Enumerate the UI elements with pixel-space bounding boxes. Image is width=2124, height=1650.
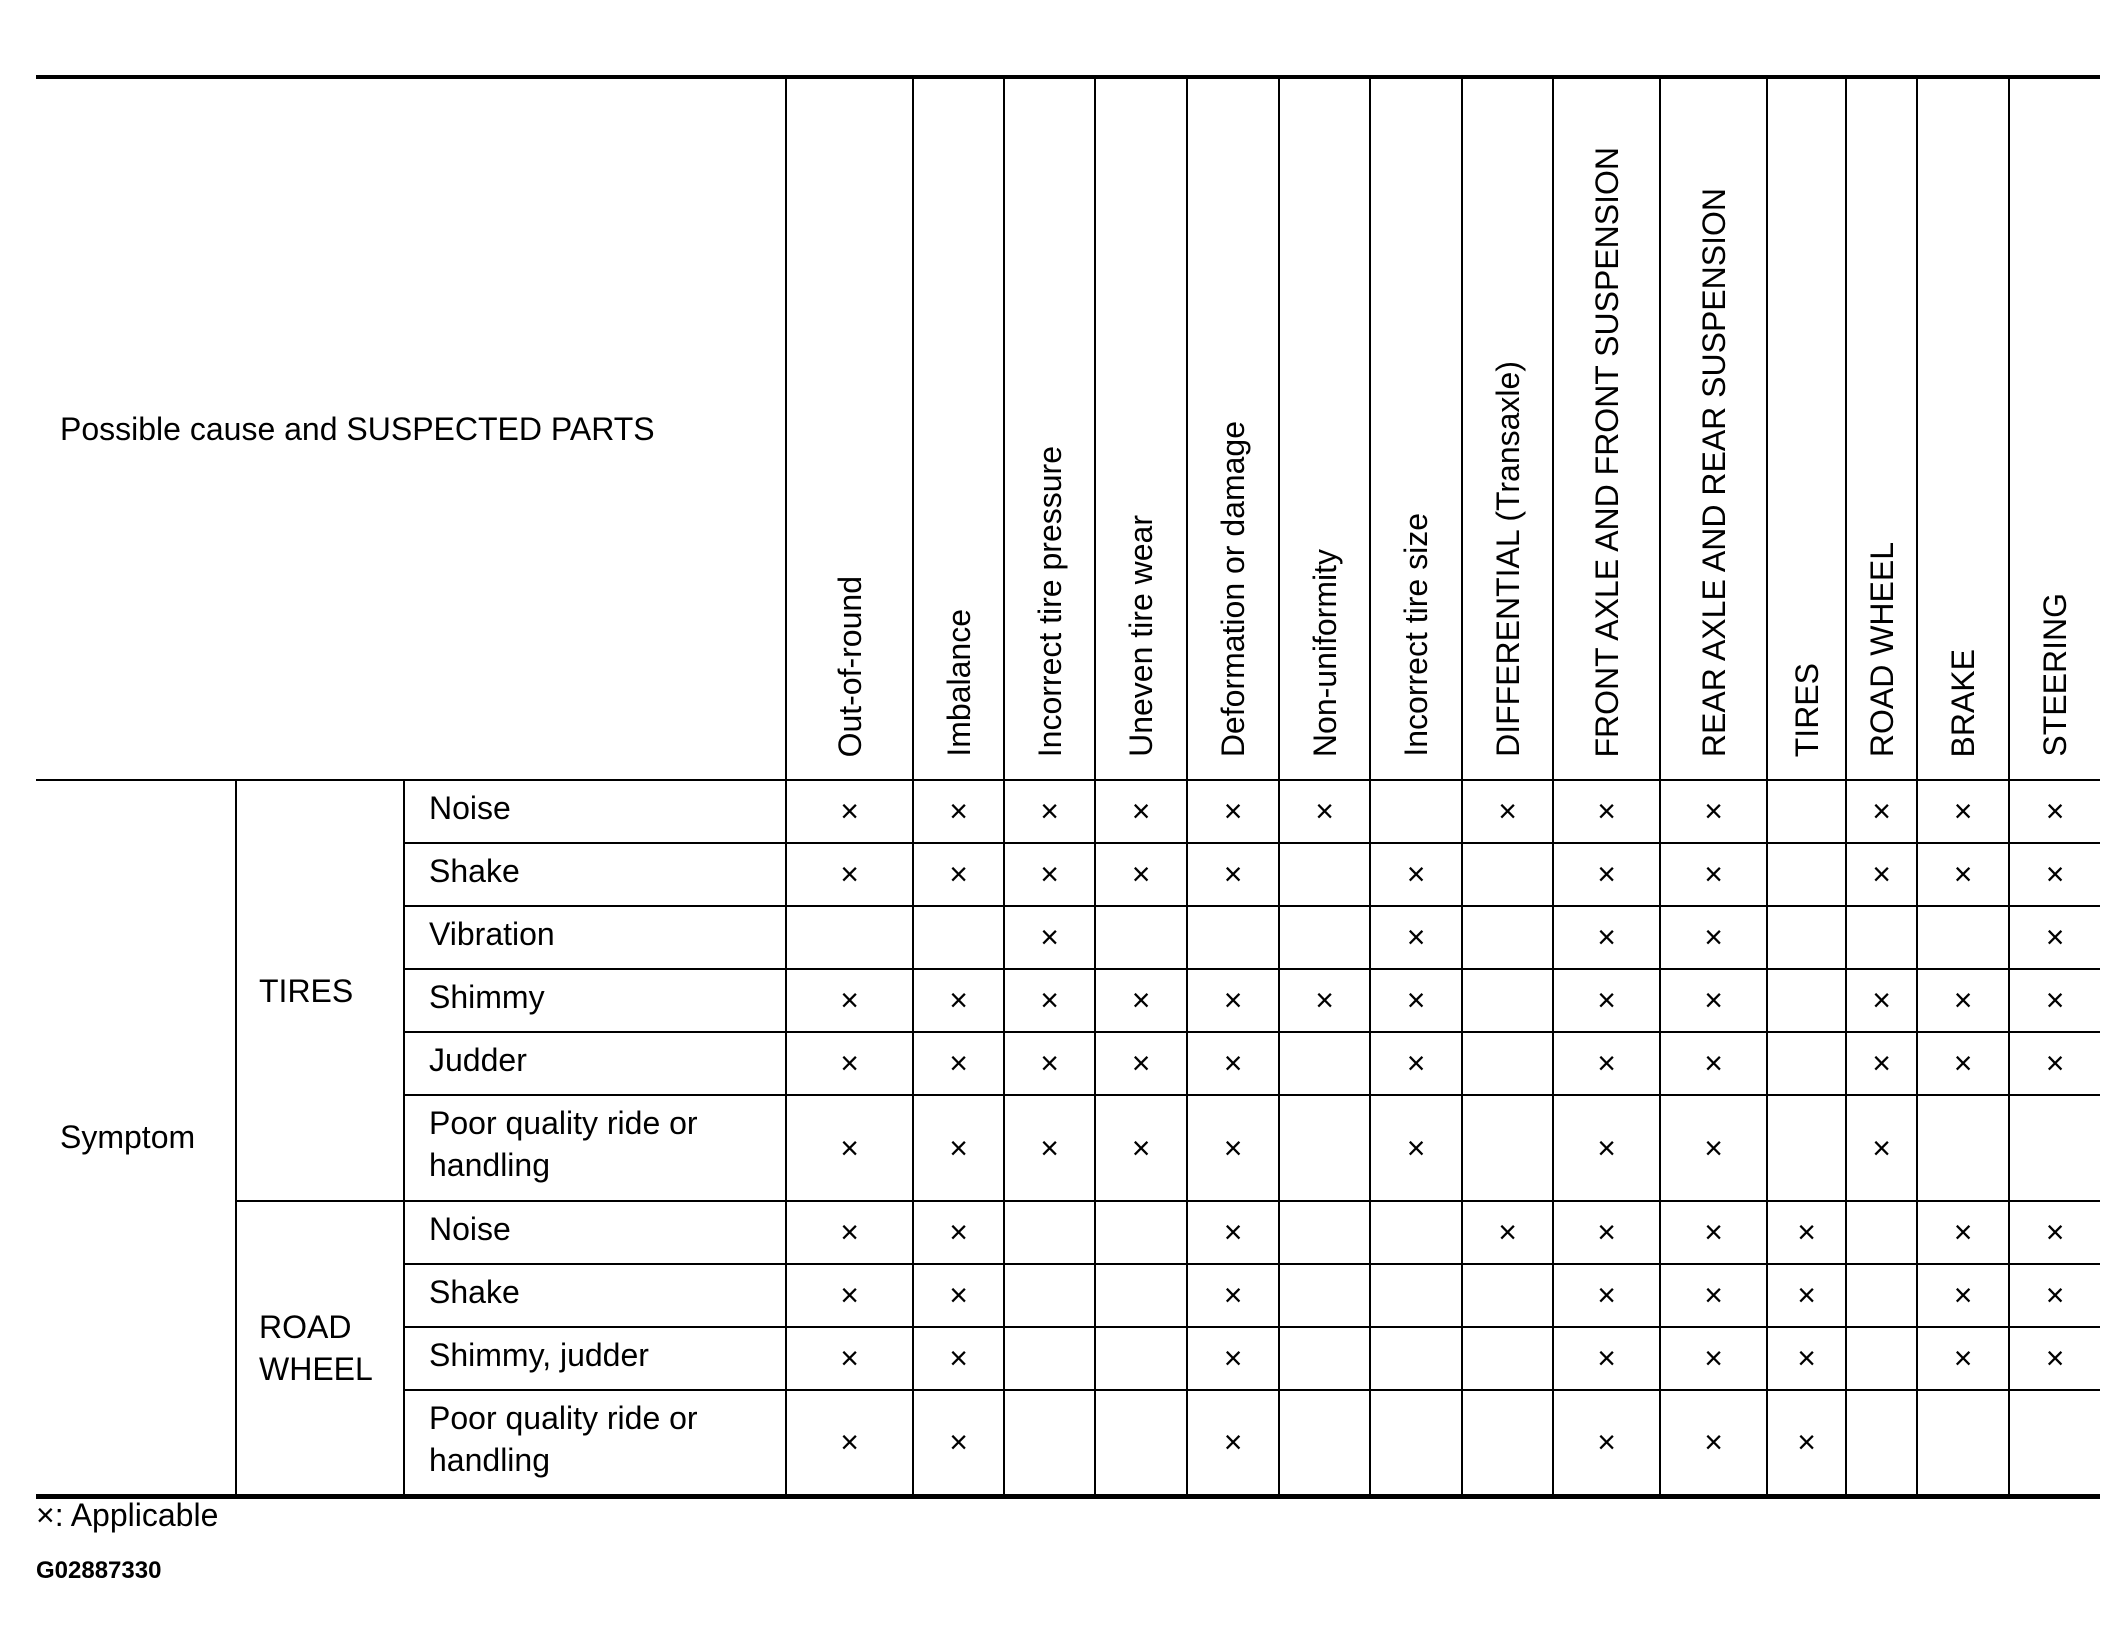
applicable-mark: × bbox=[1917, 1032, 2009, 1095]
column-header bbox=[1370, 77, 1462, 780]
applicable-mark: × bbox=[1187, 1095, 1279, 1201]
applicable-mark: × bbox=[1917, 1264, 2009, 1327]
applicable-mark: × bbox=[1462, 1201, 1553, 1264]
applicable-mark: × bbox=[786, 1264, 913, 1327]
applicable-mark: × bbox=[1660, 780, 1767, 843]
empty-cell bbox=[1370, 1201, 1462, 1264]
applicable-mark: × bbox=[786, 780, 913, 843]
empty-cell bbox=[1095, 1264, 1187, 1327]
applicable-mark: × bbox=[1917, 1327, 2009, 1390]
applicable-mark: × bbox=[1004, 906, 1095, 969]
column-header-label: DIFFERENTIAL (Transaxle) bbox=[1489, 361, 1526, 757]
applicable-mark: × bbox=[786, 1032, 913, 1095]
empty-cell bbox=[1279, 906, 1370, 969]
figure-code: G02887330 bbox=[36, 1557, 162, 1584]
applicable-mark: × bbox=[1187, 969, 1279, 1032]
empty-cell bbox=[1370, 780, 1462, 843]
matrix-body bbox=[36, 780, 2100, 1496]
applicable-mark: × bbox=[1370, 1032, 1462, 1095]
applicable-mark: × bbox=[1660, 969, 1767, 1032]
empty-cell bbox=[1462, 906, 1553, 969]
empty-cell bbox=[1279, 1032, 1370, 1095]
empty-cell bbox=[1767, 1032, 1846, 1095]
empty-cell bbox=[1767, 780, 1846, 843]
empty-cell bbox=[1462, 1095, 1553, 1201]
applicable-mark: × bbox=[913, 1095, 1004, 1201]
condition-label: Noise bbox=[404, 780, 786, 843]
applicable-mark: × bbox=[913, 843, 1004, 906]
empty-cell bbox=[1004, 1264, 1095, 1327]
applicable-mark: × bbox=[1660, 1327, 1767, 1390]
empty-cell bbox=[1370, 1327, 1462, 1390]
column-header-label: BRAKE bbox=[1945, 648, 1982, 757]
applicable-mark: × bbox=[1279, 969, 1370, 1032]
applicable-mark: × bbox=[1004, 969, 1095, 1032]
empty-cell bbox=[1917, 906, 2009, 969]
applicable-mark: × bbox=[1004, 843, 1095, 906]
empty-cell bbox=[1767, 843, 1846, 906]
applicable-mark: × bbox=[1187, 1264, 1279, 1327]
applicable-mark: × bbox=[913, 1264, 1004, 1327]
column-header bbox=[1846, 77, 1917, 780]
column-header-label: Out-of-round bbox=[831, 575, 868, 757]
applicable-mark: × bbox=[2009, 969, 2100, 1032]
empty-cell bbox=[1187, 906, 1279, 969]
symptom-label: Symptom bbox=[36, 780, 236, 1496]
empty-cell bbox=[1917, 1095, 2009, 1201]
applicable-mark: × bbox=[1660, 906, 1767, 969]
applicable-mark: × bbox=[1004, 780, 1095, 843]
applicable-mark: × bbox=[1767, 1327, 1846, 1390]
column-header-label: STEERING bbox=[2037, 593, 2074, 757]
applicable-mark: × bbox=[1553, 1201, 1660, 1264]
applicable-mark: × bbox=[1553, 1327, 1660, 1390]
empty-cell bbox=[1846, 1327, 1917, 1390]
empty-cell bbox=[1462, 969, 1553, 1032]
empty-cell bbox=[1767, 969, 1846, 1032]
applicable-mark: × bbox=[913, 1390, 1004, 1496]
applicable-mark: × bbox=[2009, 1032, 2100, 1095]
column-header bbox=[2009, 77, 2100, 780]
applicable-mark: × bbox=[1660, 1095, 1767, 1201]
empty-cell bbox=[1095, 1201, 1187, 1264]
applicable-mark: × bbox=[1846, 1032, 1917, 1095]
applicable-mark: × bbox=[1187, 1201, 1279, 1264]
condition-label: Shake bbox=[404, 843, 786, 906]
applicable-mark: × bbox=[1660, 1264, 1767, 1327]
empty-cell bbox=[1767, 906, 1846, 969]
empty-cell bbox=[1095, 1390, 1187, 1496]
column-header-label: Imbalance bbox=[940, 609, 977, 757]
applicable-mark: × bbox=[1553, 780, 1660, 843]
applicable-mark: × bbox=[1553, 969, 1660, 1032]
applicable-mark: × bbox=[2009, 780, 2100, 843]
empty-cell bbox=[1846, 906, 1917, 969]
applicable-mark: × bbox=[1767, 1390, 1846, 1496]
column-header bbox=[1553, 77, 1660, 780]
applicable-mark: × bbox=[786, 1201, 913, 1264]
applicable-mark: × bbox=[2009, 1327, 2100, 1390]
applicable-mark: × bbox=[1095, 843, 1187, 906]
applicable-mark: × bbox=[2009, 843, 2100, 906]
applicable-mark: × bbox=[1187, 843, 1279, 906]
empty-cell bbox=[1767, 1095, 1846, 1201]
applicable-mark: × bbox=[786, 843, 913, 906]
applicable-mark: × bbox=[1660, 1390, 1767, 1496]
empty-cell bbox=[1095, 906, 1187, 969]
column-header-label: ROAD WHEEL bbox=[1863, 541, 1900, 757]
condition-label: Shake bbox=[404, 1264, 786, 1327]
applicable-mark: × bbox=[1846, 843, 1917, 906]
applicable-mark: × bbox=[1767, 1264, 1846, 1327]
column-header bbox=[1004, 77, 1095, 780]
applicable-mark: × bbox=[1370, 843, 1462, 906]
condition-label: Vibration bbox=[404, 906, 786, 969]
applicable-mark: × bbox=[1553, 843, 1660, 906]
empty-cell bbox=[1462, 1032, 1553, 1095]
applicable-mark: × bbox=[913, 969, 1004, 1032]
header-row bbox=[36, 77, 2100, 780]
applicable-mark: × bbox=[1846, 1095, 1917, 1201]
empty-cell bbox=[1917, 1390, 2009, 1496]
group-label: ROAD WHEEL bbox=[236, 1201, 404, 1496]
empty-cell bbox=[1279, 1201, 1370, 1264]
applicable-mark: × bbox=[1370, 1095, 1462, 1201]
applicable-mark: × bbox=[1660, 1032, 1767, 1095]
column-header bbox=[1660, 77, 1767, 780]
empty-cell bbox=[1846, 1390, 1917, 1496]
applicable-mark: × bbox=[786, 969, 913, 1032]
legend: ×: Applicable bbox=[36, 1497, 219, 1533]
column-header-label: Incorrect tire size bbox=[1398, 513, 1435, 757]
empty-cell bbox=[1004, 1390, 1095, 1496]
empty-cell bbox=[1462, 843, 1553, 906]
empty-cell bbox=[1846, 1201, 1917, 1264]
condition-label: Poor quality ride or handling bbox=[404, 1390, 786, 1496]
group-label: TIRES bbox=[236, 780, 404, 1201]
empty-cell bbox=[1370, 1390, 1462, 1496]
column-header-label: Deformation or damage bbox=[1215, 420, 1252, 757]
empty-cell bbox=[1004, 1327, 1095, 1390]
applicable-mark: × bbox=[1187, 1032, 1279, 1095]
applicable-mark: × bbox=[1279, 780, 1370, 843]
diagnosis-matrix bbox=[36, 75, 2100, 1499]
applicable-mark: × bbox=[1917, 780, 2009, 843]
applicable-mark: × bbox=[1187, 1390, 1279, 1496]
applicable-mark: × bbox=[786, 1095, 913, 1201]
column-header-label: TIRES bbox=[1788, 662, 1825, 757]
applicable-mark: × bbox=[1660, 1201, 1767, 1264]
column-header-label: Uneven tire wear bbox=[1123, 515, 1160, 757]
empty-cell bbox=[2009, 1390, 2100, 1496]
applicable-mark: × bbox=[2009, 906, 2100, 969]
condition-label: Shimmy, judder bbox=[404, 1327, 786, 1390]
condition-label: Poor quality ride or handling bbox=[404, 1095, 786, 1201]
applicable-mark: × bbox=[1917, 1201, 2009, 1264]
column-header bbox=[1917, 77, 2009, 780]
applicable-mark: × bbox=[913, 1032, 1004, 1095]
column-header-label: Non-uniformity bbox=[1306, 548, 1343, 757]
applicable-mark: × bbox=[1095, 969, 1187, 1032]
condition-label: Shimmy bbox=[404, 969, 786, 1032]
column-header bbox=[1187, 77, 1279, 780]
applicable-mark: × bbox=[1370, 906, 1462, 969]
applicable-mark: × bbox=[1004, 1095, 1095, 1201]
empty-cell bbox=[913, 906, 1004, 969]
applicable-mark: × bbox=[913, 780, 1004, 843]
column-header-label: Incorrect tire pressure bbox=[1031, 445, 1068, 757]
column-header-label: FRONT AXLE AND FRONT SUSPENSION bbox=[1588, 146, 1625, 757]
applicable-mark: × bbox=[1846, 969, 1917, 1032]
applicable-mark: × bbox=[1462, 780, 1553, 843]
empty-cell bbox=[1462, 1390, 1553, 1496]
applicable-mark: × bbox=[1553, 1390, 1660, 1496]
column-header-label: REAR AXLE AND REAR SUSPENSION bbox=[1695, 187, 1732, 757]
applicable-mark: × bbox=[1553, 906, 1660, 969]
empty-cell bbox=[786, 906, 913, 969]
empty-cell bbox=[1004, 1201, 1095, 1264]
empty-cell bbox=[1846, 1264, 1917, 1327]
condition-label: Judder bbox=[404, 1032, 786, 1095]
applicable-mark: × bbox=[1004, 1032, 1095, 1095]
empty-cell bbox=[1370, 1264, 1462, 1327]
applicable-mark: × bbox=[2009, 1201, 2100, 1264]
applicable-mark: × bbox=[1917, 969, 2009, 1032]
applicable-mark: × bbox=[1767, 1201, 1846, 1264]
applicable-mark: × bbox=[1846, 780, 1917, 843]
empty-cell bbox=[1279, 1327, 1370, 1390]
applicable-mark: × bbox=[1917, 843, 2009, 906]
column-header bbox=[1767, 77, 1846, 780]
applicable-mark: × bbox=[1553, 1264, 1660, 1327]
table-row bbox=[36, 1201, 2100, 1264]
empty-cell bbox=[1462, 1327, 1553, 1390]
column-header bbox=[1095, 77, 1187, 780]
applicable-mark: × bbox=[1187, 780, 1279, 843]
applicable-mark: × bbox=[786, 1390, 913, 1496]
applicable-mark: × bbox=[1187, 1327, 1279, 1390]
column-header bbox=[786, 77, 913, 780]
table-row bbox=[36, 780, 2100, 843]
applicable-mark: × bbox=[2009, 1264, 2100, 1327]
applicable-mark: × bbox=[1553, 1032, 1660, 1095]
empty-cell bbox=[1279, 1095, 1370, 1201]
applicable-mark: × bbox=[1095, 1095, 1187, 1201]
applicable-mark: × bbox=[1095, 1032, 1187, 1095]
empty-cell bbox=[1095, 1327, 1187, 1390]
applicable-mark: × bbox=[913, 1327, 1004, 1390]
empty-cell bbox=[1462, 1264, 1553, 1327]
column-header bbox=[1462, 77, 1553, 780]
column-header bbox=[1279, 77, 1370, 780]
applicable-mark: × bbox=[1553, 1095, 1660, 1201]
applicable-mark: × bbox=[1370, 969, 1462, 1032]
condition-label: Noise bbox=[404, 1201, 786, 1264]
empty-cell bbox=[1279, 843, 1370, 906]
empty-cell bbox=[2009, 1095, 2100, 1201]
empty-cell bbox=[1279, 1264, 1370, 1327]
applicable-mark: × bbox=[913, 1201, 1004, 1264]
column-header bbox=[913, 77, 1004, 780]
applicable-mark: × bbox=[1095, 780, 1187, 843]
applicable-mark: × bbox=[786, 1327, 913, 1390]
applicable-mark: × bbox=[1660, 843, 1767, 906]
empty-cell bbox=[1279, 1390, 1370, 1496]
matrix-title: Possible cause and SUSPECTED PARTS bbox=[36, 77, 786, 780]
